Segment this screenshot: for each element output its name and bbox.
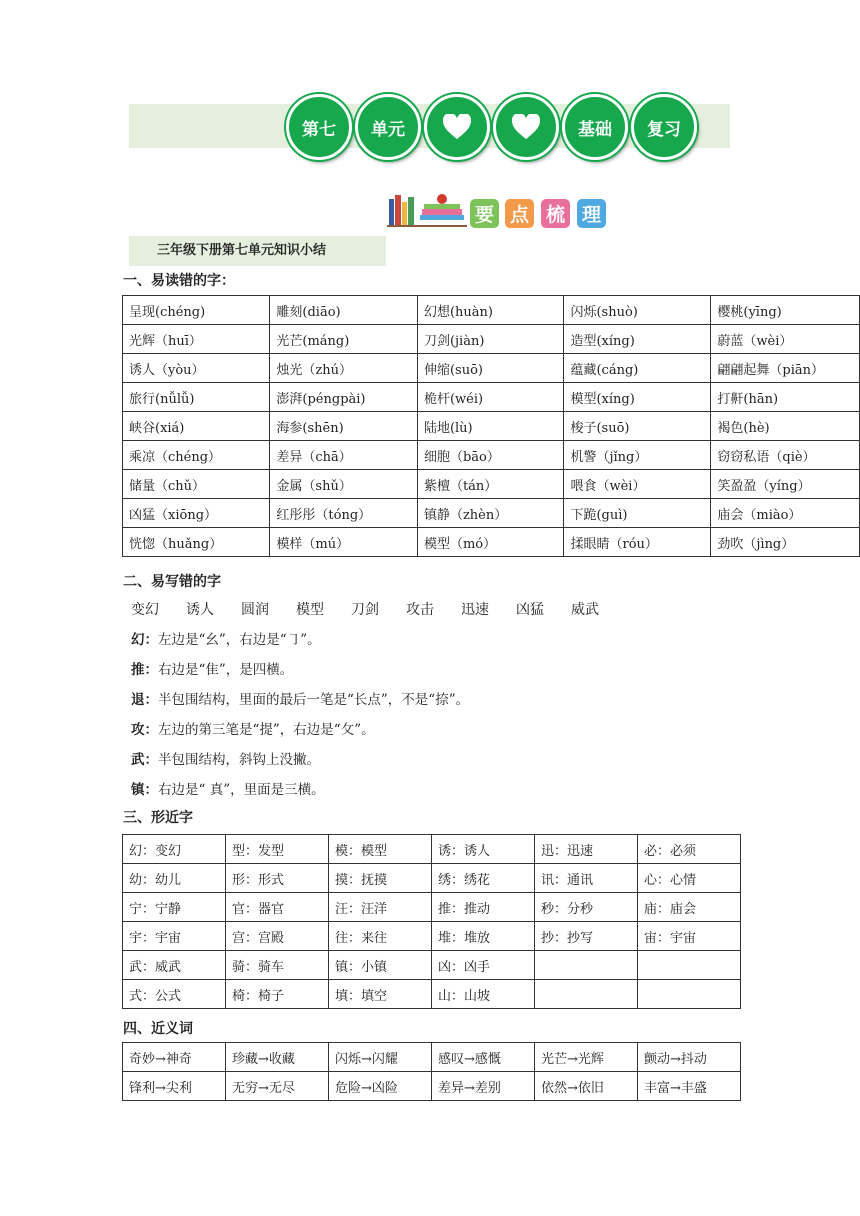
rule-text: 半包围结构，里面的最后一笔是“长点”，不是“捺”。	[158, 692, 470, 708]
table-cell: 储量（chǔ）	[123, 470, 270, 499]
table-cell: 雕刻(diāo)	[270, 296, 418, 325]
banner-circle-6: 复习	[631, 94, 697, 160]
word-item: 迅速	[461, 602, 489, 618]
writing-rule	[131, 628, 321, 648]
table-cell: 模型(xíng)	[564, 383, 711, 412]
rule-text: 右边是“隹”，是四横。	[158, 662, 294, 678]
banner-circle-1: 第七	[286, 94, 352, 160]
table-cell: 乘凉（chéng）	[123, 441, 270, 470]
banner-circle-heart-1	[424, 94, 490, 160]
writing-rule	[131, 658, 293, 678]
table-cell: 堆：堆放	[432, 922, 535, 951]
table-cell: 蔚蓝（wèi）	[711, 325, 860, 354]
table-cell: 桅杆(wéi)	[417, 383, 564, 412]
table-cell: 宁：宁静	[123, 893, 226, 922]
misread-table	[122, 295, 860, 557]
sec1-heading: 一、易读错的字：	[123, 273, 235, 289]
rule-char: 镇：	[131, 782, 158, 798]
table-cell: 幼：幼儿	[123, 864, 226, 893]
table-cell: 形：形式	[226, 864, 329, 893]
heart-icon	[511, 114, 541, 140]
table-cell	[638, 951, 741, 980]
table-cell: 下跪(guì)	[564, 499, 711, 528]
table-cell: 奇妙→神奇	[123, 1043, 226, 1072]
table-cell: 山：山坡	[432, 980, 535, 1009]
miswritten-words	[131, 599, 626, 619]
table-cell: 褐色(hè)	[711, 412, 860, 441]
table-row	[123, 499, 860, 528]
table-cell: 樱桃(yīng)	[711, 296, 860, 325]
table-cell: 蕴藏(cáng)	[564, 354, 711, 383]
table-cell: 秒：分秒	[535, 893, 638, 922]
table-row	[123, 441, 860, 470]
table-row	[123, 1043, 741, 1072]
table-row	[123, 893, 741, 922]
table-row	[123, 835, 741, 864]
table-cell: 无穷→无尽	[226, 1072, 329, 1101]
writing-rule	[131, 778, 325, 798]
table-cell: 颤动→抖动	[638, 1043, 741, 1072]
table-cell: 必：必须	[638, 835, 741, 864]
rule-text: 左边的第三笔是“提”，右边是“攵”。	[158, 722, 375, 738]
table-row	[123, 383, 860, 412]
writing-rule	[131, 688, 469, 708]
table-cell: 宫：宫殿	[226, 922, 329, 951]
table-cell: 推：推动	[432, 893, 535, 922]
table-cell: 幻想(huàn)	[417, 296, 564, 325]
table-cell: 官：器官	[226, 893, 329, 922]
table-cell: 珍藏→收藏	[226, 1043, 329, 1072]
table-cell: 宙：宇宙	[638, 922, 741, 951]
table-row	[123, 296, 860, 325]
table-cell: 烛光（zhú）	[270, 354, 418, 383]
word-item: 攻击	[406, 602, 434, 618]
banner-circle-heart-2	[493, 94, 559, 160]
table-cell: 光芒→光辉	[535, 1043, 638, 1072]
rule-text: 左边是“幺”，右边是“㇆”。	[158, 632, 321, 648]
table-cell: 镇：小镇	[329, 951, 432, 980]
table-cell: 武：威武	[123, 951, 226, 980]
table-cell: 丰富→丰盛	[638, 1072, 741, 1101]
table-row	[123, 864, 741, 893]
similar-chars-table	[122, 834, 741, 1009]
word-item: 模型	[296, 602, 324, 618]
table-cell: 造型(xíng)	[564, 325, 711, 354]
table-cell: 锋利→尖利	[123, 1072, 226, 1101]
table-cell: 诱：诱人	[432, 835, 535, 864]
table-cell: 窃窃私语（qiè）	[711, 441, 860, 470]
table-cell: 感叹→感慨	[432, 1043, 535, 1072]
books-icon	[387, 193, 467, 227]
table-cell: 光芒(máng)	[270, 325, 418, 354]
table-cell: 讯：通讯	[535, 864, 638, 893]
table-cell: 紫檀（tán）	[417, 470, 564, 499]
table-cell: 刀剑(jiàn)	[417, 325, 564, 354]
rule-char: 推：	[131, 662, 158, 678]
table-cell: 危险→凶险	[329, 1072, 432, 1101]
rule-char: 幻：	[131, 632, 158, 648]
table-cell: 抄：抄写	[535, 922, 638, 951]
table-cell: 差异→差别	[432, 1072, 535, 1101]
table-cell: 庙会（miào）	[711, 499, 860, 528]
table-cell: 揉眼睛（róu）	[564, 528, 711, 557]
tile-dian: 点	[505, 199, 534, 228]
table-cell	[535, 951, 638, 980]
tile-yao: 要	[470, 199, 499, 228]
table-cell: 梭子(suō)	[564, 412, 711, 441]
table-cell: 旅行(nǚlǚ)	[123, 383, 270, 412]
table-cell: 劲吹（jìng）	[711, 528, 860, 557]
banner-circle-2: 单元	[355, 94, 421, 160]
table-row	[123, 922, 741, 951]
table-cell: 伸缩(suō)	[417, 354, 564, 383]
table-cell: 翩翩起舞（piān）	[711, 354, 860, 383]
table-cell: 细胞（bāo）	[417, 441, 564, 470]
sec4-heading: 四、近义词	[123, 1021, 193, 1037]
sec2-heading: 二、易写错的字	[123, 574, 221, 590]
synonyms-table	[122, 1042, 741, 1101]
sec3-heading: 三、形近字	[123, 810, 193, 826]
word-item: 凶猛	[516, 602, 544, 618]
table-cell: 光辉（huī）	[123, 325, 270, 354]
table-cell: 摸：抚摸	[329, 864, 432, 893]
table-cell: 镇静（zhèn）	[417, 499, 564, 528]
table-cell: 打鼾(hān)	[711, 383, 860, 412]
table-cell: 往：来往	[329, 922, 432, 951]
table-cell: 迅：迅速	[535, 835, 638, 864]
rule-char: 武：	[131, 752, 158, 768]
table-cell: 幻：变幻	[123, 835, 226, 864]
table-row	[123, 980, 741, 1009]
table-cell: 恍惚（huǎng）	[123, 528, 270, 557]
rule-char: 攻：	[131, 722, 158, 738]
table-cell: 绣：绣花	[432, 864, 535, 893]
table-cell: 闪烁(shuò)	[564, 296, 711, 325]
table-cell: 填：填空	[329, 980, 432, 1009]
table-cell: 椅：椅子	[226, 980, 329, 1009]
table-cell: 红彤彤（tóng）	[270, 499, 418, 528]
word-item: 威武	[571, 602, 599, 618]
heart-icon	[442, 114, 472, 140]
word-item: 变幻	[131, 602, 159, 618]
table-cell: 骑：骑车	[226, 951, 329, 980]
table-row	[123, 951, 741, 980]
table-cell: 喂食（wèi）	[564, 470, 711, 499]
table-cell: 庙：庙会	[638, 893, 741, 922]
tile-shu: 梳	[541, 199, 570, 228]
writing-rule	[131, 718, 375, 738]
table-cell: 凶：凶手	[432, 951, 535, 980]
table-cell: 机警（jǐng）	[564, 441, 711, 470]
table-cell: 式：公式	[123, 980, 226, 1009]
table-cell: 宇：宇宙	[123, 922, 226, 951]
writing-rule	[131, 748, 320, 768]
table-cell: 闪烁→闪耀	[329, 1043, 432, 1072]
table-cell: 峡谷(xiá)	[123, 412, 270, 441]
word-item: 圆润	[241, 602, 269, 618]
table-cell: 差异（chā）	[270, 441, 418, 470]
table-row	[123, 470, 860, 499]
table-cell: 笑盈盈（yíng）	[711, 470, 860, 499]
table-cell: 呈现(chéng)	[123, 296, 270, 325]
table-cell: 海参(shēn)	[270, 412, 418, 441]
table-cell: 汪：汪洋	[329, 893, 432, 922]
banner-circle-5: 基础	[562, 94, 628, 160]
table-cell: 凶猛（xiōng）	[123, 499, 270, 528]
rule-char: 退：	[131, 692, 158, 708]
table-row	[123, 528, 860, 557]
table-cell	[638, 980, 741, 1009]
summary-title: 三年级下册第七单元知识小结	[129, 236, 386, 266]
rule-text: 右边是“ 真”，里面是三横。	[158, 782, 325, 798]
table-cell: 模型（mó）	[417, 528, 564, 557]
rule-text: 半包围结构，斜钩上没撇。	[158, 752, 320, 768]
table-cell: 模样（mú）	[270, 528, 418, 557]
word-item: 诱人	[186, 602, 214, 618]
table-cell	[535, 980, 638, 1009]
table-cell: 陆地(lù)	[417, 412, 564, 441]
table-cell: 诱人（yòu）	[123, 354, 270, 383]
table-cell: 依然→依旧	[535, 1072, 638, 1101]
table-cell: 澎湃(péngpài)	[270, 383, 418, 412]
tile-li: 理	[577, 199, 606, 228]
table-row	[123, 325, 860, 354]
table-row	[123, 1072, 741, 1101]
table-row	[123, 412, 860, 441]
word-item: 刀剑	[351, 602, 379, 618]
table-cell: 模：模型	[329, 835, 432, 864]
table-row	[123, 354, 860, 383]
table-cell: 心：心情	[638, 864, 741, 893]
table-cell: 型：发型	[226, 835, 329, 864]
table-cell: 金属（shǔ）	[270, 470, 418, 499]
